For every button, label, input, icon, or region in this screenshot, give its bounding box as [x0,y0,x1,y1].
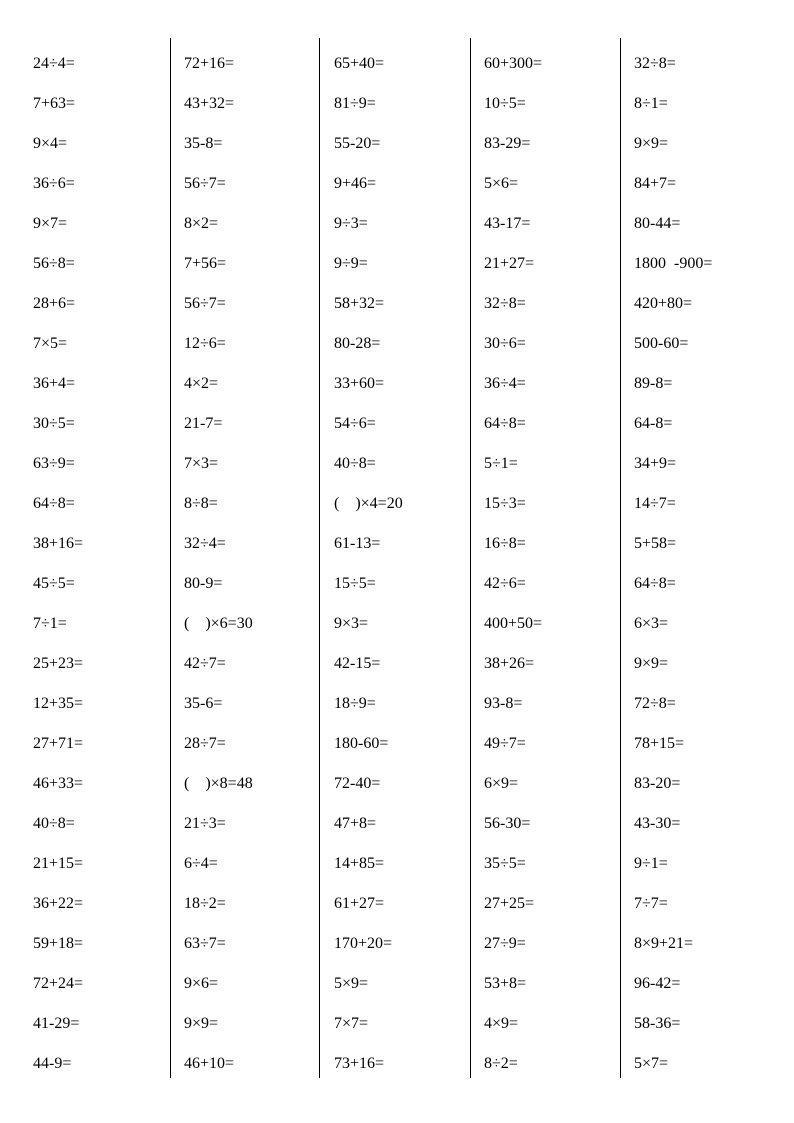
math-problem: 42÷6= [484,575,526,592]
math-problem: 83-29= [484,135,531,152]
math-problem: 36+22= [33,895,84,912]
math-problem: 9×7= [33,215,68,232]
math-problem: 10÷5= [484,95,526,112]
problem-column-5 [634,44,784,1084]
math-problem: 35-8= [184,135,223,152]
math-problem: 64÷8= [634,575,676,592]
math-problem: 36+4= [33,375,76,392]
math-problem: 81÷9= [334,95,376,112]
math-problem: 6÷4= [184,855,218,872]
math-problem: 7×3= [184,455,219,472]
math-problem: 9÷1= [634,855,668,872]
math-problem: 63÷9= [33,455,75,472]
math-problem: 400+50= [484,615,543,632]
math-problem: 9×6= [184,975,219,992]
math-problem: 84+7= [634,175,677,192]
math-problem: 21+27= [484,255,535,272]
math-problem: 8÷1= [634,95,668,112]
math-problem: 28÷7= [184,735,226,752]
math-problem: 7+63= [33,95,76,112]
math-problem: 7÷1= [33,615,67,632]
math-problem: 5×7= [634,1055,669,1072]
math-problem: 27+71= [33,735,84,752]
math-problem: 15÷5= [334,575,376,592]
math-problem: 42÷7= [184,655,226,672]
math-problem: 5+58= [634,535,677,552]
math-problem: 8×9+21= [634,935,694,952]
math-problem: 27+25= [484,895,535,912]
math-problem: 36÷4= [484,375,526,392]
math-problem: 14+85= [334,855,385,872]
math-problem: 38+26= [484,655,535,672]
math-problem: 64÷8= [484,415,526,432]
math-problem: 43+32= [184,95,235,112]
math-problem: 54÷6= [334,415,376,432]
math-problem: 27÷9= [484,935,526,952]
math-problem: 8×2= [184,215,219,232]
math-problem: 83-20= [634,775,681,792]
math-problem: 47+8= [334,815,377,832]
math-problem: 61-13= [334,535,381,552]
math-problem: 14÷7= [634,495,676,512]
problem-column-2 [184,44,334,1084]
math-problem: 18÷2= [184,895,226,912]
math-problem: 7+56= [184,255,227,272]
problem-column-1 [33,44,183,1084]
math-problem: 8÷2= [484,1055,518,1072]
math-problem: 41-29= [33,1015,80,1032]
math-problem: 32÷8= [634,55,676,72]
math-problem: 58-36= [634,1015,681,1032]
math-problem: 7×7= [334,1015,369,1032]
math-problem: 40÷8= [334,455,376,472]
math-problem: 72-40= [334,775,381,792]
math-problem: 9×9= [634,135,669,152]
math-problem: 43-17= [484,215,531,232]
math-problem: 18÷9= [334,695,376,712]
math-problem: 53+8= [484,975,527,992]
math-problem: 1800 -900= [634,255,713,272]
math-problem: 93-8= [484,695,523,712]
math-problem: 56÷8= [33,255,75,272]
math-problem: 12+35= [33,695,84,712]
math-problem: 42-15= [334,655,381,672]
math-problem: 24÷4= [33,55,75,72]
math-problem: 89-8= [634,375,673,392]
math-problem: 59+18= [33,935,84,952]
math-problem: 40÷8= [33,815,75,832]
math-problem: 64-8= [634,415,673,432]
math-problem: 36÷6= [33,175,75,192]
math-problem: 78+15= [634,735,685,752]
math-problem: 56÷7= [184,295,226,312]
math-problem: 12÷6= [184,335,226,352]
math-problem: 96-42= [634,975,681,992]
math-problem: 72+16= [184,55,235,72]
math-problem: 33+60= [334,375,385,392]
math-problem: 80-44= [634,215,681,232]
math-problem: 16÷8= [484,535,526,552]
math-problem: 30÷6= [484,335,526,352]
problem-column-4 [484,44,634,1084]
math-problem: 8÷8= [184,495,218,512]
math-problem: 80-9= [184,575,223,592]
math-problem: 7÷7= [634,895,668,912]
math-problem: 61+27= [334,895,385,912]
math-problem: 35-6= [184,695,223,712]
math-problem: 9×9= [184,1015,219,1032]
math-problem: 60+300= [484,55,543,72]
math-problem: 21-7= [184,415,223,432]
math-problem: 21÷3= [184,815,226,832]
math-problem: 55-20= [334,135,381,152]
math-problem: 45÷5= [33,575,75,592]
math-problem: 58+32= [334,295,385,312]
math-problem: 43-30= [634,815,681,832]
math-problem: 15÷3= [484,495,526,512]
math-problem: 5×6= [484,175,519,192]
math-problem: 30÷5= [33,415,75,432]
math-problem: 4×2= [184,375,219,392]
math-problem: 5÷1= [484,455,518,472]
math-problem: 9×4= [33,135,68,152]
math-problem: 56-30= [484,815,531,832]
math-problem: 7×5= [33,335,68,352]
math-problem: 9×9= [634,655,669,672]
math-problem: 38+16= [33,535,84,552]
math-problem: 46+33= [33,775,84,792]
math-problem: 65+40= [334,55,385,72]
math-problem: ( )×6=30 [184,615,253,632]
math-problem: ( )×8=48 [184,775,253,792]
math-problem: 32÷4= [184,535,226,552]
math-problem: 72÷8= [634,695,676,712]
math-problem: 9÷9= [334,255,368,272]
math-problem: 5×9= [334,975,369,992]
math-problem: 420+80= [634,295,693,312]
math-problem: ( )×4=20 [334,495,403,512]
math-problem: 9÷3= [334,215,368,232]
math-problem: 64÷8= [33,495,75,512]
math-problem: 80-28= [334,335,381,352]
math-problem: 32÷8= [484,295,526,312]
math-problem: 56÷7= [184,175,226,192]
math-problem: 6×9= [484,775,519,792]
math-problem: 72+24= [33,975,84,992]
math-problem: 44-9= [33,1055,72,1072]
math-problem: 21+15= [33,855,84,872]
math-problem: 73+16= [334,1055,385,1072]
math-problem: 4×9= [484,1015,519,1032]
math-problem: 6×3= [634,615,669,632]
math-problem: 500-60= [634,335,689,352]
math-problem: 170+20= [334,935,393,952]
math-problem: 9×3= [334,615,369,632]
math-problem: 49÷7= [484,735,526,752]
math-problem: 63÷7= [184,935,226,952]
problem-column-3 [334,44,484,1084]
math-problem: 9+46= [334,175,377,192]
math-problem: 28+6= [33,295,76,312]
math-problem: 35÷5= [484,855,526,872]
math-problem: 180-60= [334,735,389,752]
math-problem: 34+9= [634,455,677,472]
math-problem: 25+23= [33,655,84,672]
math-problem: 46+10= [184,1055,235,1072]
